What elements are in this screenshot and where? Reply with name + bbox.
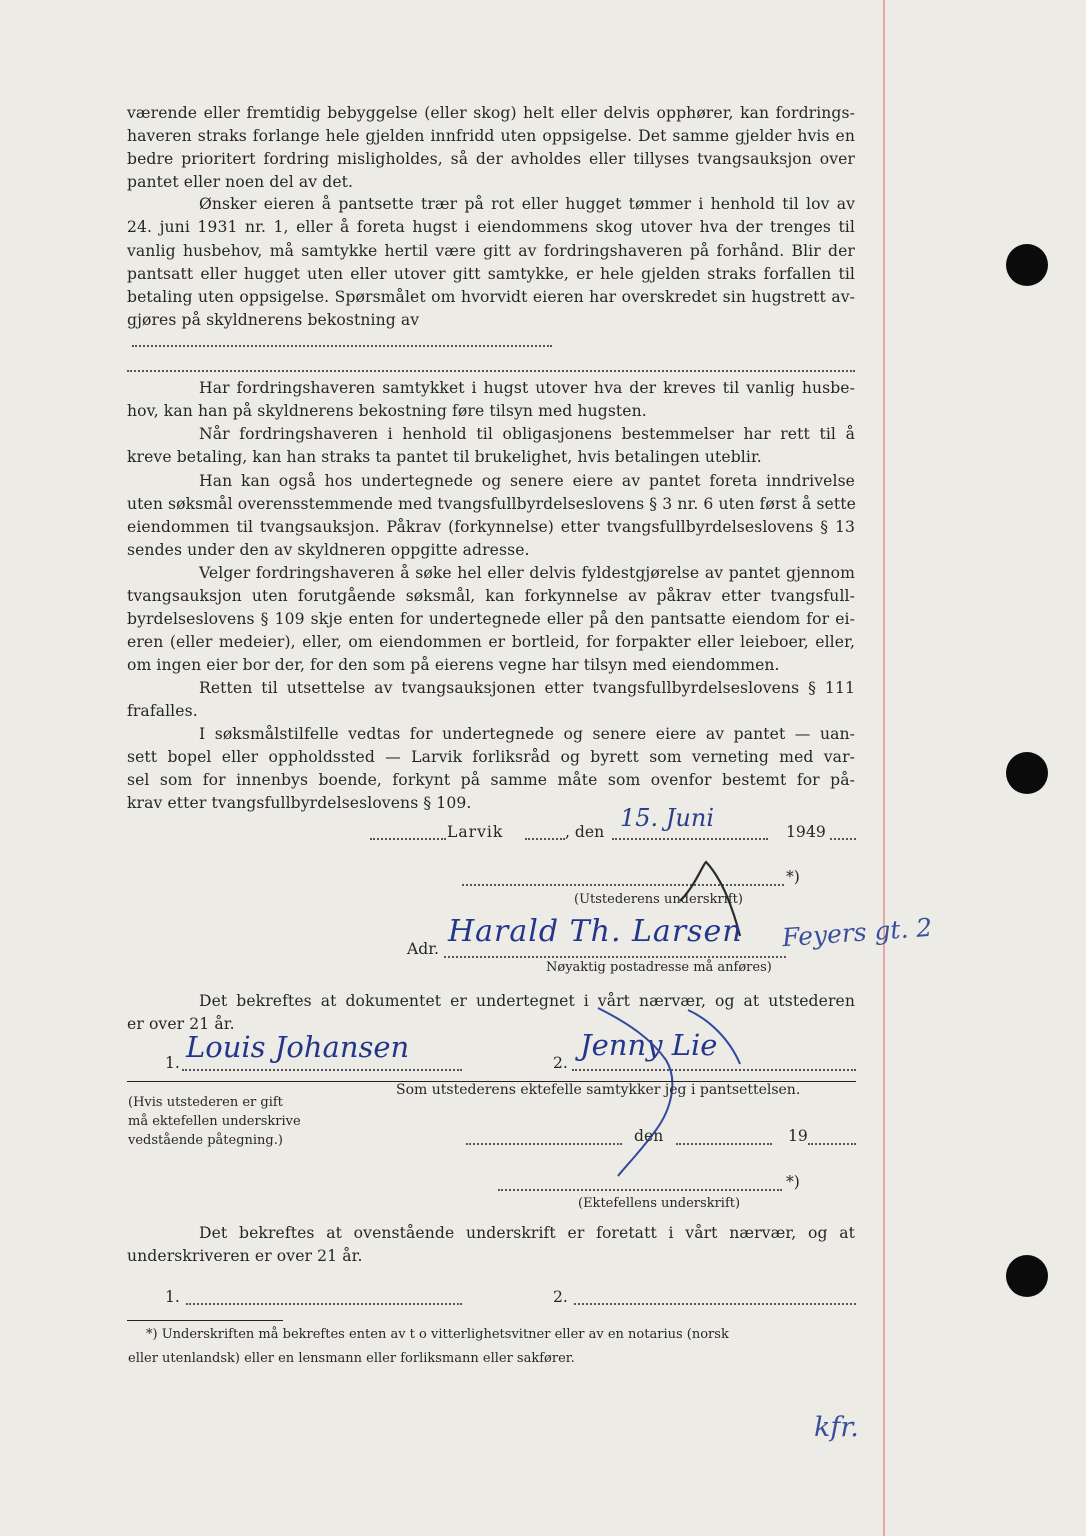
witness-1-signature: Louis Johansen	[186, 1030, 410, 1064]
text-line: Ønsker eieren å pantsette trær på rot eller hugget tømmer i henhold til lov av	[199, 195, 855, 213]
text-line: er over 21 år.	[127, 1015, 235, 1033]
witness-1-number: 1.	[165, 1054, 180, 1072]
text-line: gjøres på skyldnerens bekostning av	[127, 311, 420, 329]
text-line: pantet eller noen del av det.	[127, 173, 354, 191]
text-line: pantsatt eller hugget uten eller utover gitt samtykke, er hele gjelden straks forfallen til	[127, 265, 855, 283]
text-line: Når fordringshaveren i henhold til obligasjonens bestemmelser har rett til å	[199, 425, 855, 443]
text-line: bedre prioritert fordring misligholdes, så der avholdes eller tillyses tvangsauksjon over	[127, 150, 855, 168]
text-line: kreve betaling, kan han straks ta pantet til brukelighet, hvis betalingen uteblir.	[127, 448, 762, 466]
text-line: betaling uten oppsigelse. Spørsmålet om hvorvidt eieren har overskredet sin hugstrett av-	[127, 288, 855, 306]
text-line: underskriveren er over 21 år.	[127, 1247, 363, 1265]
spouse-note-line: (Hvis utstederen er gift	[128, 1095, 283, 1110]
spouse-note-line: vedstående påtegning.)	[128, 1133, 283, 1148]
punch-hole	[1006, 752, 1048, 794]
address-caption: Nøyaktig postadresse må anføres)	[546, 960, 772, 975]
text-line: tvangsauksjon uten forutgående søksmål, kan forkynnelse av påkrav etter tvangsfull-	[127, 587, 855, 605]
year-prefix: 19	[786, 823, 806, 841]
spouse-place-line	[466, 1143, 622, 1145]
spouse-den-label: den	[634, 1127, 664, 1145]
spouse-year-prefix: 19	[788, 1127, 808, 1145]
footnote-line: *) Underskriften må bekreftes enten av t o vitterlighetsvitner eller av en notarius (norsk	[146, 1327, 729, 1342]
spouse-consent-text: Som utstederens ektefelle samtykker jeg i pantsettelsen.	[396, 1082, 801, 1098]
dotted-fill-line	[808, 1143, 856, 1145]
text-line: Velger fordringshaveren å søke hel eller delvis fyldestgjørelse av pantet gjennom	[199, 564, 855, 582]
dotted-fill-line	[525, 838, 565, 840]
text-line: Det bekreftes at dokumentet er undertegnet i vårt nærvær, og at utstederen	[199, 992, 855, 1010]
issuer-signature-caption: (Utstederens underskrift)	[574, 892, 743, 907]
footnote-marker: *)	[786, 868, 800, 886]
text-line: krav etter tvangsfullbyrdelseslovens § 109.	[127, 794, 472, 812]
confirm-witness-1-number: 1.	[165, 1288, 180, 1306]
den-label: , den	[565, 823, 605, 841]
date-line	[612, 838, 768, 840]
text-line: sendes under den av skyldneren oppgitte adresse.	[127, 541, 530, 559]
punch-hole	[1006, 1255, 1048, 1297]
dotted-fill-line	[830, 838, 856, 840]
text-line: Har fordringshaveren samtykket i hugst utover hva der kreves til vanlig husbe-	[199, 379, 855, 397]
text-line: eren (eller medeier), eller, om eiendommen er bortleid, for forpakter eller leieboer, eller,	[127, 633, 855, 651]
spouse-date-line	[676, 1143, 772, 1145]
confirm-witness-2-line	[574, 1303, 856, 1305]
spouse-signature-line	[498, 1189, 782, 1191]
issuer-signature-handwritten: Harald Th. Larsen	[448, 914, 743, 949]
text-line: eiendommen til tvangsauksjon. Påkrav (forkynnelse) etter tvangsfullbyrdelseslovens § 13	[127, 518, 855, 536]
handwritten-initials: kfr.	[814, 1412, 859, 1443]
text-line: uten søksmål overensstemmende med tvangsfullbyrdelseslovens § 3 nr. 6 uten først å sette	[127, 495, 856, 513]
handwritten-date: 15. Juni	[620, 804, 715, 832]
text-line: Retten til utsettelse av tvangsauksjonen etter tvangsfullbyrdelseslovens § 111	[199, 679, 855, 697]
spouse-signature-caption: (Ektefellens underskrift)	[578, 1196, 741, 1211]
address-label: Adr.	[407, 940, 439, 958]
text-line: værende eller fremtidig bebyggelse (eller skog) helt eller delvis opphører, kan fordrings-	[127, 104, 855, 122]
dotted-fill-line	[132, 345, 552, 347]
text-line: 24. juni 1931 nr. 1, eller å foreta hugst i eiendommens skog utover hva der trenges til	[127, 218, 855, 236]
dotted-fill-line	[370, 838, 446, 840]
text-line: vanlig husbehov, må samtykke hertil være gitt av fordringshaveren på forhånd. Blir der	[127, 242, 855, 260]
year-value: 49	[806, 823, 826, 841]
witness-2-signature: Jenny Lie	[580, 1028, 718, 1062]
witness-2-number: 2.	[553, 1054, 568, 1072]
text-line: Det bekreftes at ovenstående underskrift er foretatt i vårt nærvær, og at	[199, 1224, 855, 1242]
text-line: byrdelseslovens § 109 skje enten for undertegnede eller på den pantsatte eiendom for ei-	[127, 610, 855, 628]
red-margin-line	[883, 0, 885, 1536]
text-line: frafalles.	[127, 702, 198, 720]
text-line: sel som for innenbys boende, forkynt på samme måte som ovenfor bestemt for på-	[127, 771, 855, 789]
handwritten-address: Feyers gt. 2	[781, 912, 934, 953]
confirm-witness-1-line	[186, 1303, 462, 1305]
text-line: om ingen eier bor der, for den som på eierens vegne har tilsyn med eiendommen.	[127, 656, 780, 674]
footnote-line: eller utenlandsk) eller en lensmann eller forliksmann eller sakfører.	[128, 1351, 575, 1366]
text-line: Han kan også hos undertegnede og senere eiere av pantet foreta inndrivelse	[199, 472, 855, 490]
text-line: hov, kan han på skyldnerens bekostning føre tilsyn med hugsten.	[127, 402, 647, 420]
punch-hole	[1006, 244, 1048, 286]
text-line: haveren straks forlange hele gjelden innfridd uten oppsigelse. Det samme gjelder hvis en	[127, 127, 855, 145]
text-line: sett bopel eller oppholdssted — Larvik forliksråd og byrett som verneting med var-	[127, 748, 855, 766]
dotted-fill-line	[127, 370, 855, 372]
place-name: Larvik	[447, 823, 504, 841]
spouse-note-line: må ektefellen underskrive	[128, 1114, 301, 1129]
witness-1-line	[182, 1069, 462, 1071]
footnote-rule	[127, 1320, 283, 1321]
confirm-witness-2-number: 2.	[553, 1288, 568, 1306]
footnote-marker: *)	[786, 1173, 800, 1191]
text-line: I søksmålstilfelle vedtas for undertegnede og senere eiere av pantet — uan-	[199, 725, 855, 743]
